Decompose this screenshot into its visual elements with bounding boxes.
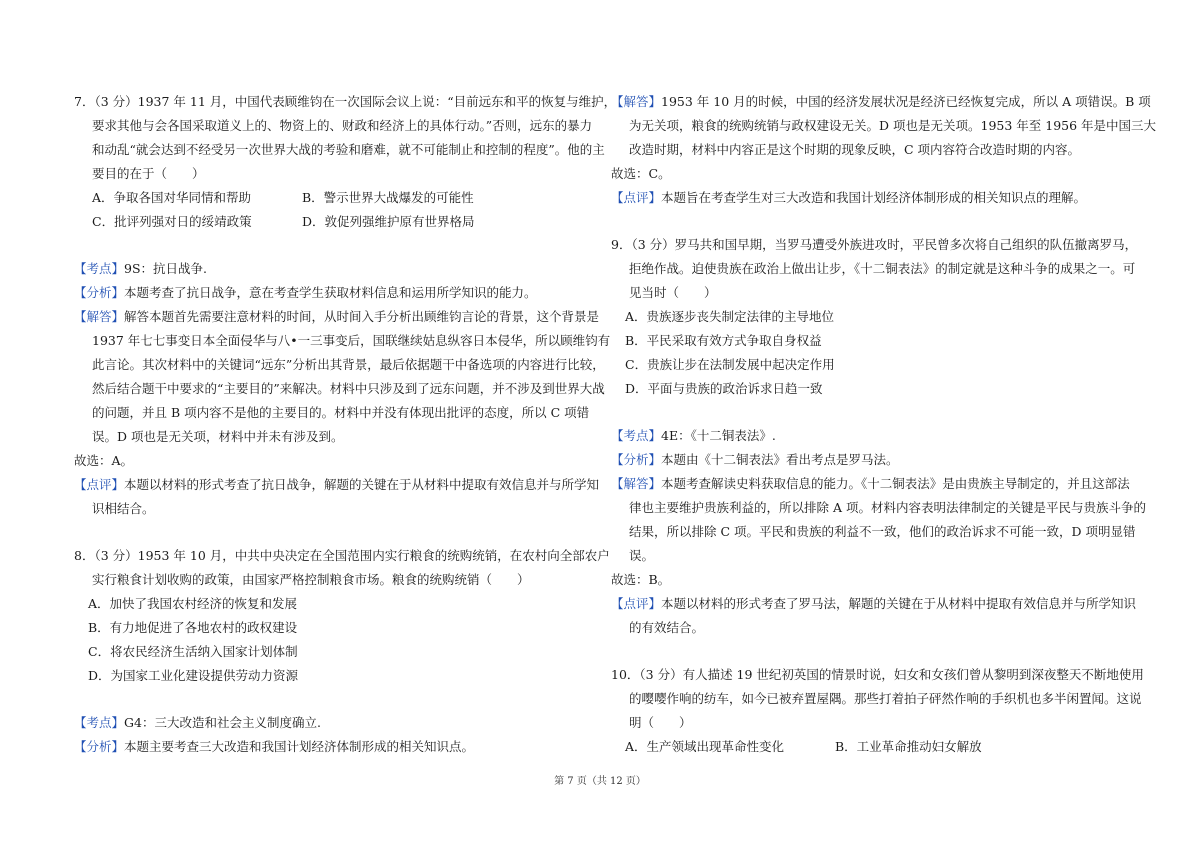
q7-option-d: D．敦促列强维护原有世界格局 <box>302 214 475 229</box>
q8-kaodian <box>74 711 592 735</box>
dianping-tag: 【点评】 <box>611 596 662 611</box>
q7-dianping-line: 识相结合。 <box>92 501 155 516</box>
page-footer: 第 7 页（共 12 页） <box>554 776 646 787</box>
q9-jieda-line: 律也主要维护贵族利益的，所以排除 A 项。材料内容表明法律制定的关键是平民与贵族斗争的 <box>629 500 1146 515</box>
kaodian-text: 9S：抗日战争. <box>124 261 208 276</box>
q8-dianping <box>611 186 1137 210</box>
q7-option-c: C．批评列强对日的绥靖政策 <box>92 214 252 229</box>
q7-dianping <box>74 473 600 497</box>
q7-jieda-line: 1937 年七七事变日本全面侵华与八•一三事变后，国联继续姑息纵容日本侵华，所以顾维钧有 <box>92 333 611 348</box>
q7-jieda-line: 此言论。其次材料中的关键词“远东”分析出其背景，最后依据题干中备选项的内容进行比较， <box>92 357 605 372</box>
q10-stem-line: 明（ ） <box>629 715 692 730</box>
fenxi-text: 本题由《十二铜表法》看出考点是罗马法。 <box>661 452 899 467</box>
q9-option-a: A．贵族逐步丧失制定法律的主导地位 <box>625 309 835 324</box>
q8-jieda-line: 为无关项，粮食的统购统销与政权建设无关。D 项也是无关项。1953 年至 1956 年是中国三大 <box>629 118 1157 133</box>
q10-options-row <box>611 735 1137 759</box>
kaodian-text: 4E：《十二铜表法》. <box>661 428 776 443</box>
dianping-tag: 【点评】 <box>74 477 125 492</box>
q8-option-d: D．为国家工业化建设提供劳动力资源 <box>88 668 299 683</box>
q7-stem-line: 要目的在于（ ） <box>92 166 205 181</box>
q8-answer: 故选：C。 <box>611 166 671 181</box>
q7-option-a: A．争取各国对华同情和帮助 <box>92 190 252 205</box>
jieda-tag: 【解答】 <box>74 309 125 324</box>
q8-stem-line: 实行粮食计划收购的政策，由国家严格控制粮食市场。粮食的统购统销（ ） <box>92 572 530 587</box>
fenxi-text: 本题主要考查三大改造和我国计划经济体制形成的相关知识点。 <box>124 739 475 754</box>
jieda-text: 本题考查解读史料获取信息的能力。《十二铜表法》是由贵族主导制定的，并且这部法 <box>661 476 1130 491</box>
jieda-text: 1953 年 10 月的时候，中国的经济发展状况是经济已经恢复完成，所以 A 项错误。B 项 <box>661 94 1151 109</box>
q7-jieda <box>74 305 600 329</box>
q9-answer: 故选：B。 <box>611 572 671 587</box>
q8-option-b: B．有力地促进了各地农村的政权建设 <box>88 620 298 635</box>
q9-stem-line: 拒绝作战。迫使贵族在政治上做出让步，《十二铜表法》的制定就是这种斗争的成果之一。可 <box>629 261 1136 276</box>
left-column <box>74 90 617 759</box>
q7-jieda-line: 然后结合题干中要求的“主要目的”来解决。材料中只涉及到了远东问题，并不涉及到世界大战 <box>92 381 605 396</box>
q7-answer: 故选：A。 <box>74 453 134 468</box>
q8-fenxi <box>74 735 592 759</box>
q10-stem-line: 10．（3 分）有人描述 19 世纪初英国的情景时说，妇女和女孩们曾从黎明到深夜整天不断地使用 <box>611 667 1144 682</box>
q8-jieda-line: 改造时期，材料中内容正是这个时期的现象反映，C 项内容符合改造时期的内容。 <box>629 142 1081 157</box>
q9-dianping-line: 的有效结合。 <box>629 620 705 635</box>
kaodian-tag: 【考点】 <box>74 261 125 276</box>
q7-stem-line: 要求其他与会各国采取道义上的、物资上的、财政和经济上的具体行动。”否则，远东的暴力 <box>92 118 593 133</box>
fenxi-tag: 【分析】 <box>611 452 662 467</box>
q7-jieda-line: 的问题，并且 B 项内容不是他的主要目的。材料中并没有体现出批评的态度，所以 C 项错 <box>92 405 590 420</box>
q7-options-row <box>74 210 592 234</box>
right-column <box>611 90 1157 759</box>
q7-kaodian <box>74 257 592 281</box>
fenxi-text: 本题考查了抗日战争，意在考查学生获取材料信息和运用所学知识的能力。 <box>124 285 537 300</box>
q7-stem-line: 和动乱“就会达到不经受另一次世界大战的考验和磨难，就不可能制止和控制的程度”。他的主 <box>92 142 605 157</box>
q9-fenxi <box>611 448 1137 472</box>
q9-option-c: C．贵族让步在法制发展中起决定作用 <box>625 357 835 372</box>
q9-jieda-line: 误。 <box>629 548 655 563</box>
q8-jieda <box>611 90 1151 114</box>
q7-options-row <box>74 186 592 210</box>
kaodian-tag: 【考点】 <box>74 715 125 730</box>
q8-option-c: C．将农民经济生活纳入国家计划体制 <box>88 644 298 659</box>
jieda-tag: 【解答】 <box>611 476 662 491</box>
dianping-text: 本题旨在考查学生对三大改造和我国计划经济体制形成的相关知识点的理解。 <box>661 190 1087 205</box>
q7-jieda-line: 误。D 项也是无关项，材料中并未有涉及到。 <box>92 429 344 444</box>
q8-option-a: A．加快了我国农村经济的恢复和发展 <box>88 596 298 611</box>
q9-option-b: B．平民采取有效方式争取自身权益 <box>625 333 822 348</box>
q9-option-d: D．平面与贵族的政治诉求日趋一致 <box>625 381 823 396</box>
fenxi-tag: 【分析】 <box>74 285 125 300</box>
q10-stem-line: 的嘤嘤作响的纺车，如今已被弃置屋隅。那些打着拍子砰然作响的手织机也多半闲置闻。这说 <box>629 691 1142 706</box>
q7-stem-line: 7．（3 分）1937 年 11 月，中国代表顾维钧在一次国际会议上说：“目前远东和平的恢复与维护， <box>74 94 617 109</box>
dianping-text: 本题以材料的形式考查了罗马法，解题的关键在于从材料中提取有效信息并与所学知识 <box>661 596 1137 611</box>
q9-stem-line: 9．（3 分）罗马共和国早期，当罗马遭受外族进攻时，平民曾多次将自己组织的队伍撤离罗马， <box>611 237 1138 252</box>
kaodian-text: G4：三大改造和社会主义制度确立. <box>124 715 321 730</box>
q7-option-b: B．警示世界大战爆发的可能性 <box>302 190 474 205</box>
q10-option-b: B．工业革命推动妇女解放 <box>835 739 982 754</box>
q9-dianping <box>611 592 1137 616</box>
kaodian-tag: 【考点】 <box>611 428 662 443</box>
q9-kaodian <box>611 424 1137 448</box>
q9-stem-line: 见当时（ ） <box>629 285 717 300</box>
jieda-text: 解答本题首先需要注意材料的时间，从时间入手分析出顾维钧言论的背景，这个背景是 <box>124 309 600 324</box>
dianping-text: 本题以材料的形式考查了抗日战争，解题的关键在于从材料中提取有效信息并与所学知 <box>124 477 600 492</box>
fenxi-tag: 【分析】 <box>74 739 125 754</box>
dianping-tag: 【点评】 <box>611 190 662 205</box>
q9-jieda-line: 结果，所以排除 C 项。平民和贵族的利益不一致，他们的政治诉求不可能一致，D 项明显错 <box>629 524 1136 539</box>
q7-fenxi <box>74 281 592 305</box>
jieda-tag: 【解答】 <box>611 94 662 109</box>
q10-option-a: A．生产领域出现革命性变化 <box>625 739 785 754</box>
q8-stem-line: 8．（3 分）1953 年 10 月，中共中央决定在全国范围内实行粮食的统购统销，在农村向全部农户 <box>74 548 610 563</box>
q9-jieda <box>611 472 1137 496</box>
